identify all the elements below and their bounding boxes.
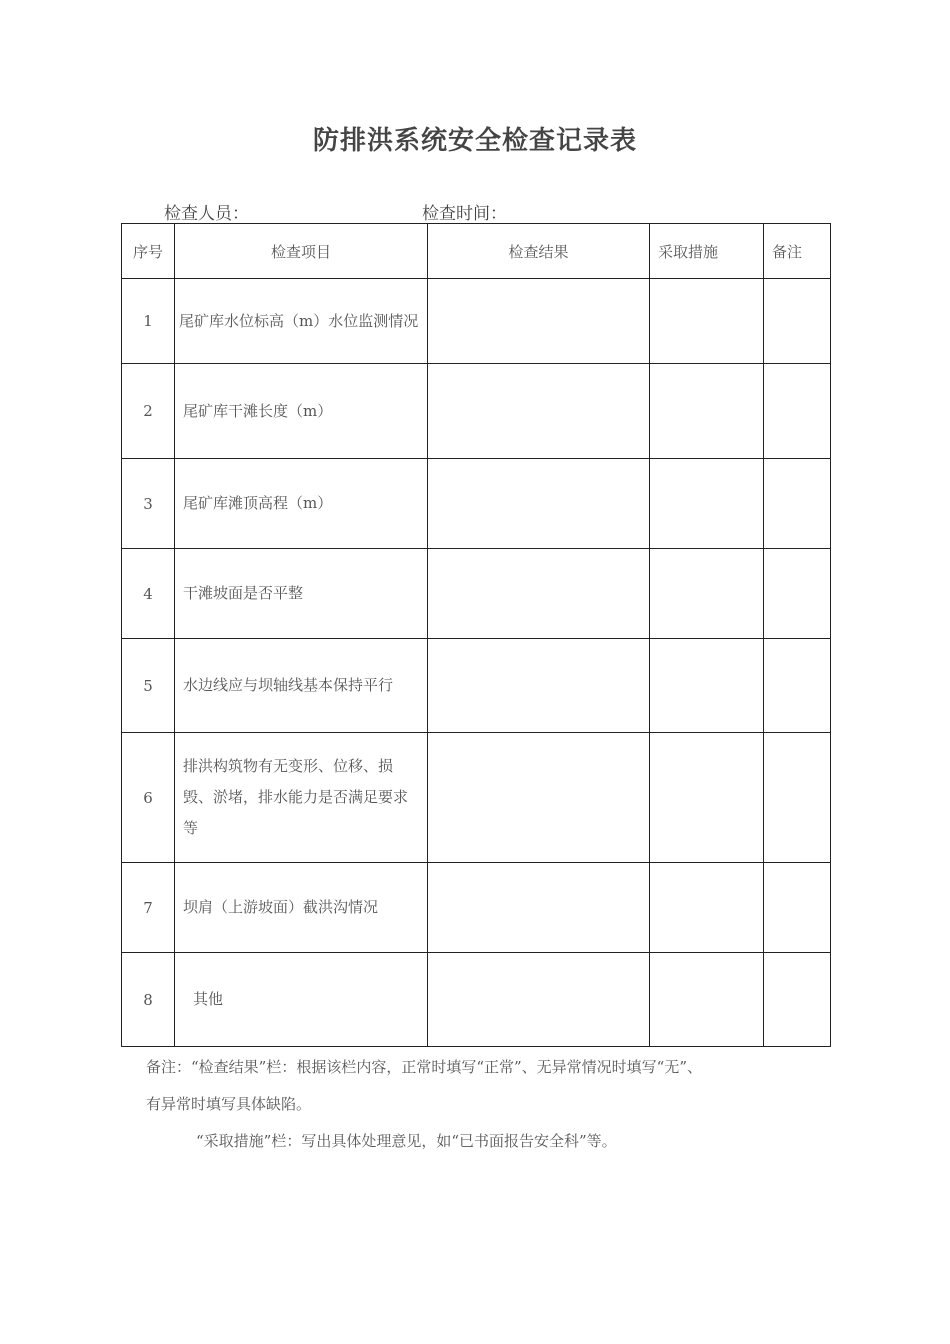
row-number: 7 bbox=[122, 863, 175, 953]
row-item: 排洪构筑物有无变形、位移、损毁、淤堵，排水能力是否满足要求等 bbox=[175, 733, 428, 863]
result-cell[interactable] bbox=[428, 549, 650, 639]
row-number: 6 bbox=[122, 733, 175, 863]
result-cell[interactable] bbox=[428, 863, 650, 953]
table-row bbox=[122, 733, 831, 863]
inspection-time-label: 检查时间： bbox=[422, 204, 507, 224]
row-number: 8 bbox=[122, 953, 175, 1047]
row-item: 坝肩（上游坡面）截洪沟情况 bbox=[175, 863, 428, 953]
table-row bbox=[122, 953, 831, 1047]
remarks-cell[interactable] bbox=[764, 863, 831, 953]
note-line-result: 备注：“检查结果”栏：根据该栏内容，正常时填写“正常”、无异常情况时填写“无”、 bbox=[146, 1058, 703, 1076]
row-number: 4 bbox=[122, 549, 175, 639]
remarks-cell[interactable] bbox=[764, 549, 831, 639]
table-row bbox=[122, 549, 831, 639]
remarks-cell[interactable] bbox=[764, 733, 831, 863]
header-measures: 采取措施 bbox=[650, 224, 764, 279]
table-row bbox=[122, 639, 831, 733]
row-number: 1 bbox=[122, 279, 175, 364]
row-number: 5 bbox=[122, 639, 175, 733]
inspection-table bbox=[121, 223, 831, 1047]
measures-cell[interactable] bbox=[650, 364, 764, 459]
table-header-row bbox=[122, 224, 831, 279]
row-item: 尾矿库干滩长度（m） bbox=[175, 364, 428, 459]
measures-cell[interactable] bbox=[650, 863, 764, 953]
table-row bbox=[122, 279, 831, 364]
note-line-measures: “采取措施”栏：写出具体处理意见，如“已书面报告安全科”等。 bbox=[196, 1132, 617, 1150]
page-title: 防排洪系统安全检查记录表 bbox=[312, 126, 637, 156]
table-row bbox=[122, 459, 831, 549]
header-result: 检查结果 bbox=[428, 224, 650, 279]
row-item: 尾矿库滩顶高程（m） bbox=[175, 459, 428, 549]
header-no: 序号 bbox=[122, 224, 175, 279]
row-item: 尾矿库水位标高（m）水位监测情况 bbox=[175, 279, 428, 364]
note-line-result-cont: 有异常时填写具体缺陷。 bbox=[146, 1095, 312, 1113]
table-row bbox=[122, 364, 831, 459]
measures-cell[interactable] bbox=[650, 953, 764, 1047]
measures-cell[interactable] bbox=[650, 279, 764, 364]
inspector-label: 检查人员： bbox=[164, 204, 249, 224]
result-cell[interactable] bbox=[428, 639, 650, 733]
result-cell[interactable] bbox=[428, 459, 650, 549]
measures-cell[interactable] bbox=[650, 459, 764, 549]
remarks-cell[interactable] bbox=[764, 364, 831, 459]
remarks-cell[interactable] bbox=[764, 459, 831, 549]
table-row bbox=[122, 863, 831, 953]
result-cell[interactable] bbox=[428, 279, 650, 364]
measures-cell[interactable] bbox=[650, 639, 764, 733]
row-item: 其他 bbox=[175, 953, 428, 1047]
row-number: 2 bbox=[122, 364, 175, 459]
header-item: 检查项目 bbox=[175, 224, 428, 279]
remarks-cell[interactable] bbox=[764, 639, 831, 733]
measures-cell[interactable] bbox=[650, 733, 764, 863]
result-cell[interactable] bbox=[428, 364, 650, 459]
row-item: 干滩坡面是否平整 bbox=[175, 549, 428, 639]
row-item: 水边线应与坝轴线基本保持平行 bbox=[175, 639, 428, 733]
remarks-cell[interactable] bbox=[764, 279, 831, 364]
remarks-cell[interactable] bbox=[764, 953, 831, 1047]
result-cell[interactable] bbox=[428, 953, 650, 1047]
row-number: 3 bbox=[122, 459, 175, 549]
result-cell[interactable] bbox=[428, 733, 650, 863]
header-remarks: 备注 bbox=[764, 224, 831, 279]
measures-cell[interactable] bbox=[650, 549, 764, 639]
